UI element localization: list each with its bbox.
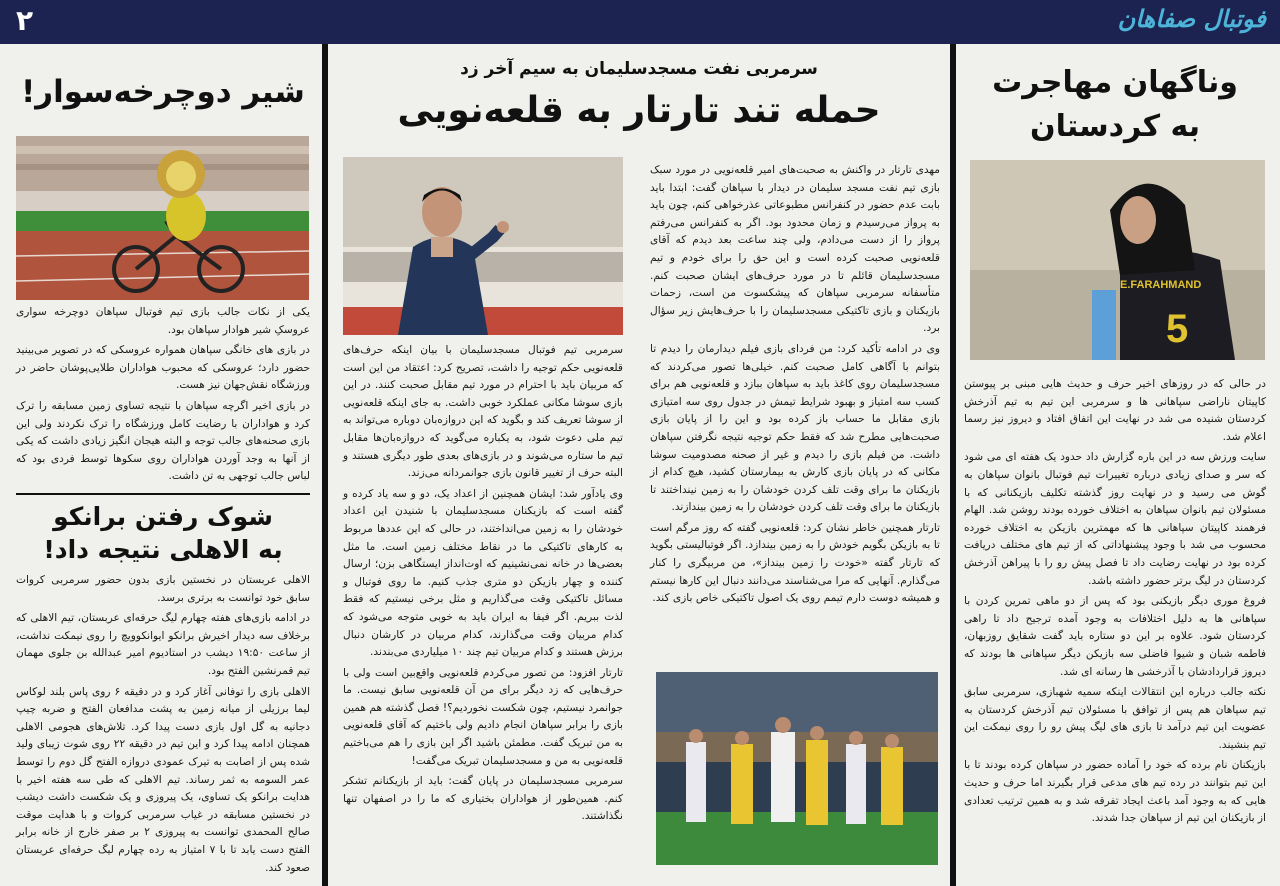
- migration-body: [964, 376, 1266, 876]
- paragraph: یکی از نکات جالب بازی تیم فوتبال سپاهان دوچرخه سواری عروسکِ شیر هوادار سپاهان بود.: [16, 306, 310, 336]
- story-divider: [16, 493, 310, 495]
- paragraph: سرمربی تیم فوتبال مسجدسلیمان با بیان اینکه حرف‌های قلعه‌نویی حکم توجیه را داشت، تصریح کرد: اعتقاد من این است که مربیان باید با احترام در مورد تیم مقابل صحبت کنند. در این بازی سوشا مکانی عملکرد خوبی داشت. به جای اینکه قلعه‌نویی از سوشا تعریف کند و بگوید که این دروازه‌بان دوباره می‌تواند به تیم ملی دعوت شود، به یکباره می‌گوید که دروازه‌بان‌ها مقابل تیم ما ستاره می‌شوند و در بازی‌های بعدی طور دیگری هستند و البته حرف از تغییر قانون بازی جوانمردانه می‌زند.: [343, 344, 623, 480]
- jersey-name: E.FARAHMAND: [1120, 279, 1202, 291]
- paragraph: در بازی های خانگی سپاهان همواره عروسکی که در تصویر می‌بینید حضور دارد؛ عروسکی که محبوب هواداران طلایی‌پوشان حاضر در ورزشگاه نقش‌جهان نیز هست.: [16, 344, 310, 392]
- paragraph: الاهلی بازی را توفانی آغاز کرد و در دقیقه ۶ روی پاس بلند لوکاس لیما برزیلی از میانه زمین به پشت مدافعان الفتح و ضربه چیپ دجانیه به گل اول بازی دست پیدا کرد. تلاش‌های هجومی الاهلی همچنان ادامه پیدا کرد و این تیم در دقیقه ۲۲ روی شوت زیبای ولید شده پس از اصابت به تیرک عمودی دروازه الفتح گل دوم را توسط عمر السومه به ثمر رساند. تیم الاهلی که طی سه هفته اخیر با هدایت برانکو یک تساوی، یک پیروزی و یک شکست داشت دیشب در نخستین مسابقه در غیاب سرمربی کروات و با هدایت موقت صالح المحمدی توانست به پیروزی ۲ بر صفر خارج از خانه برابر الفتح دست یابد تا با ۷ امتیاز به رده چهارم لیگ حرفه‌ای عربستان صعود کند.: [16, 685, 311, 874]
- migration-headline-line1: وناگهان مهاجرت: [992, 65, 1238, 100]
- migration-headline-line2: به کردستان: [1029, 109, 1201, 144]
- lion-story-headline: شیر دوچرخه‌سوار!: [21, 74, 305, 110]
- right-header: [962, 62, 1268, 158]
- page-number: ۲: [16, 4, 34, 37]
- column-divider-left: [322, 44, 328, 886]
- ahli-story-body: [16, 572, 310, 877]
- paragraph: تارتار همچنین خاطر نشان کرد: قلعه‌نویی گفته که روز مرگم است تا به بازیکن بگویم خودش را به زمین بیندازد. اگر فوتبالیستی بگوید که تارتار گفته «خودت را زمین بینداز»، من مربیگری را کنار می‌گذارم. آنهایی که مرا می‌شناسند می‌دانند دنبال این کارها نیستم و همیشه دوست دارم تیمم روی یک اصول تاکتیکی خاص بازی کند.: [650, 521, 940, 605]
- paragraph: وی یادآور شد: ایشان همچنین از اعداد یک، دو و سه یاد کرده و گفته است که بازیکنان مسجدسلیمان با شنیدن این اعداد خودشان را به زمین می‌انداختند، در حالی که این عددها مربوط به کارهای تاکتیکی ما در نقاط مختلف زمین است. ما مثل بعضی‌ها در خانه نمی‌نشینیم که اوت‌انداز ایستگاهی بزن؛ ارسال کننده و چهار بازیکن دو متری جذب کنیم. ما روی فوتبال و مسائل تاکتیکی وقت می‌گذاریم و مثل برخی نیستیم که فقط لذت ببریم. اگر فیفا به ایران باید به خوبی متوجه می‌شود که کدام مربیان وقت می‌گذارند، کدام مربیان در کارشان دنبال برزش هستند و کدام مربیان تیم چند ۱۰ میلیاردی می‌بندند.: [343, 487, 623, 659]
- paragraph: وی در ادامه تأکید کرد: من فردای بازی فیلم دیدارمان را دیدم تا بتوانم با آگاهی کامل صحبت کنم. خیلی‌ها تصور می‌کردند که مسجدسلیمان روی کاغذ باید به سپاهان ببازد و قلعه‌نویی هم برای کسب سه امتیاز و بهبود شرایط تیمش در جدول روی سه امتیازی بازی مقابل ما حساب باز کرده بود و این را از پایان بازی صحبت‌هایی مطرح شد که فقط حکم توجیه نتیجه نگرفتن سپاهان داشت. من فیلم بازی را دیدم و غیر از صحنه مصدومیت سوشا مکانی که در پایان بازی کارش به بیمارستان کشید، هیچ کدام از بازیکنان ما برای وقت تلف کردن خودشان را به زمین نینداختند تا بازیکنان ما برای وقت تلف کردن خودشان را به زمین بیندازند.: [650, 342, 940, 514]
- paragraph: بازیکنان نام برده که خود را آماده حضور در سپاهان کرده بودند تا با این تیم بتوانند در رده تیم های مدعی قرار بگیرند اما حرف و حدیث هایی که به وجود آمد باعث ایجاد تفرقه شد و به همین ترتیب تعدادی از بازیکنان این تیم از سپاهان جدا شدند.: [964, 759, 1266, 825]
- tartar-headline: حمله تند تارتار به قلعه‌نویی: [397, 90, 881, 131]
- paragraph: سرمربی مسجدسلیمان در پایان گفت: باید از بازیکنانم تشکر کنم. همین‌طور از هواداران بختیاری که ما را در اصفهان تنها نگذاشتند.: [343, 775, 623, 823]
- lion-story-body: [16, 304, 310, 484]
- center-header: [336, 52, 942, 152]
- jersey-number: 5: [1166, 307, 1189, 351]
- paragraph: مهدی تارتار در واکنش به صحبت‌های امیر قلعه‌نویی در مورد سبک بازی تیم نفت مسجد سلیمان در دیدار با سپاهان گفت: ابتدا باید بابت عدم حضور در کنفرانس مطبوعاتی عذرخواهی کنم، چون باید به پرواز می‌رسیدم و زمان محدود بود. اگر به کنفرانس می‌رفتم پرواز را از دست می‌دادم، ولی چند ساعت بعد دیدم که آقای قلعه‌نویی صحبت کرده است و این حق را برای خودم و تیم مسجدسلیمان قائلم تا در مورد حرف‌های ایشان صحبت کنم. متأسفانه سرمربی سپاهان که پیشکسوت من است، زحمات بازیکنان و بازی تاکتیکی مسجدسلیمان را با حرف‌هایش زیر سؤال برد.: [650, 164, 940, 335]
- paragraph: تارتار افزود: من تصور می‌کردم قلعه‌نویی واقع‌بین است ولی با حرف‌هایی که زد دیگر برای من آن قلعه‌نویی سابق نیست. ما جوانمرد نیستیم، چون شکست نخوردیم؟! فصل گذشته هم همین بازی را برابر سپاهان انجام دادیم ولی باختیم که آقای قلعه‌نویی به من تبریک گفت. مطمئن باشید اگر این بازی را هم می‌باختیم قلعه‌نویی به من و مسجدسلیمان تبریک می‌گفت!: [343, 666, 623, 767]
- top-bar: [0, 0, 1280, 44]
- tartar-kicker: سرمربی نفت مسجدسلیمان به سیم آخر زد: [460, 59, 818, 79]
- farahmand-player-photo: [970, 160, 1265, 360]
- tartar-body-right: [650, 162, 940, 672]
- tartar-coach-photo: [343, 157, 623, 335]
- paragraph: سایت ورزش سه در این باره گزارش داد حدود یک هفته ای می شود که سر و صدای زیادی درباره تغییرات تیم فوتبال بانوان سپاهان به گوش می رسید و در نهایت روز گذشته تکلیف بازیکنانی که با مسئولان تیم بانوان سپاهان به اختلاف خورده بودند روشن شد. الهام فرهمند کاپیتان سپاهانی ها که مهمترین بازیکن به اختلاف خورده محسوب می شد با وجود پیشنهاداتی که از تیم های مختلف دریافت کرده بود در نهایت رضایت داد تا فصل پیش رو را با پیراهن آذرخش کردستان در لیگ برتر حضور داشته باشد.: [964, 451, 1266, 587]
- paragraph: در بازی اخیر اگرچه سپاهان با نتیجه تساوی زمین مسابقه را ترک کرد و هواداران با رضایت کامل ورزشگاه را ترک نکردند ولی این بازی صحنه‌های جالب توجه و البته هیجان انگیز زیادی داشت که یکی از آنها به وجد آوردن هواداران روی سکوها توسط فردی بود که لباس جالب توجهی به تن داشت.: [16, 399, 310, 483]
- paragraph: در ادامه بازی‌های هفته چهارم لیگ حرفه‌ای عربستان، تیم الاهلی که برخلاف سه دیدار اخیرش برانکو ایوانکوویچ را روی نیمکت نداشت، از ساعت ۱۹:۵۰ دیشب در استادیوم امیر عبدالله بن جلوی مهمان تیم قمرنشین الفتح بود.: [16, 612, 310, 677]
- tartar-body-left: [343, 342, 623, 872]
- ahli-story-headline: شوک رفتن برانکو به الاهلی نتیجه داد!: [43, 502, 283, 564]
- paragraph: نکته جالب درباره این انتقالات اینکه سمیه شهبازی، سرمربی سابق تیم سپاهان هم پس از توافق با مسئولان تیم آذرخش کردستان به عضویت این تیم درآمد تا بازی های لیگ پیش رو را روی نیمکت این تیم بنشیند.: [964, 686, 1266, 751]
- column-divider-right: [950, 44, 956, 886]
- paragraph: الاهلی عربستان در نخستین بازی بدون حضور سرمربی کروات سابق خود توانست به برتری برسد.: [16, 574, 310, 604]
- paragraph: در حالی که در روزهای اخیر حرف و حدیث هایی مبنی بر پیوستن کاپیتان ناراضی سپاهانی ها و سرمربی این تیم به تیم آذرخش کردستان شنیده می شد در نهایت این اتفاق افتاد و دیروز نیز رسما اعلام شد.: [964, 378, 1266, 443]
- ahli-story: [16, 500, 310, 880]
- paragraph: فروغ موری دیگر بازیکنی بود که پس از دو ماهی تمرین کردن با سپاهانی ها به دلیل اختلافات به وجود آمده ترجیح داد تا راهی کردستان شود. علاوه بر این دو ستاره باید گفت شقایق روزبهان، فاطمه شبان و شیوا فاضلی سه بازیکن دیگر سپاهانی ها بودند که دیروز قراردادشان با آذرخشی ها رسانه ای شد.: [964, 595, 1266, 678]
- publication-logo: فوتبال صفاهان: [1117, 4, 1266, 33]
- match-action-photo: [656, 672, 938, 865]
- lion-mascot-photo: [16, 136, 309, 300]
